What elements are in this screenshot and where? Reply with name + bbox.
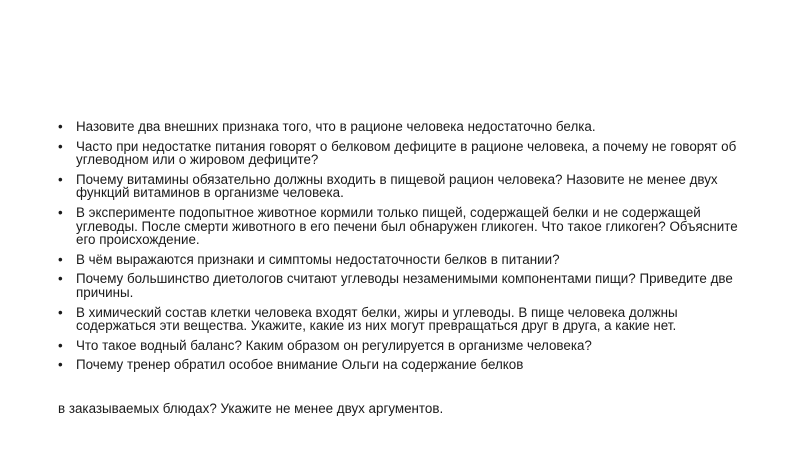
bullet-marker: • bbox=[58, 204, 63, 220]
question-text: Почему большинство диетологов считают углеводы незаменимыми компонентами пищи? Приведите две причины. bbox=[76, 271, 733, 300]
question-item bbox=[58, 339, 738, 353]
bullet-marker: • bbox=[58, 271, 63, 287]
question-item bbox=[58, 253, 738, 267]
question-text: Почему витамины обязательно должны входить в пищевой рацион человека? Назовите не менее двух функций витаминов в организме человека. bbox=[76, 171, 718, 201]
question-text: Часто при недостатке питания говорят о белковом дефиците в рационе человека, а почему не говорят об углеводном или о жировом дефиците? bbox=[76, 138, 737, 168]
question-item bbox=[58, 206, 738, 247]
bullet-marker: • bbox=[58, 138, 63, 154]
question-text: В чём выражаются признаки и симптомы недостаточности белков в питании? bbox=[76, 251, 560, 267]
bullet-marker: • bbox=[58, 171, 63, 187]
bullet-marker: • bbox=[58, 251, 63, 267]
question-item bbox=[58, 306, 738, 333]
question-text: В химический состав клетки человека входят белки, жиры и углеводы. В пище человека должны содержаться эти вещества. Укажите, какие из них могут превращаться друг в друга, а какие нет. bbox=[76, 304, 678, 334]
question-item bbox=[58, 358, 738, 372]
question-item bbox=[58, 120, 738, 134]
question-text: Что такое водный баланс? Каким образом он регулируется в организме человека? bbox=[76, 337, 592, 353]
bullet-marker: • bbox=[58, 119, 63, 134]
question-text: В эксперименте подопытное животное кормили только пищей, содержащей белки и не содержащей углеводы. После смерти животного в его печени был обнаружен гликоген. Что такое гликоген? Объясните его происхождение. bbox=[76, 204, 738, 248]
question-continuation: в заказываемых блюдах? Укажите не менее двух аргументов. bbox=[58, 401, 444, 416]
question-list bbox=[58, 120, 738, 378]
question-item bbox=[58, 140, 738, 167]
bullet-marker: • bbox=[58, 357, 63, 373]
question-text: Почему тренер обратил особое внимание Ольги на содержание белков bbox=[76, 357, 524, 373]
question-item bbox=[58, 173, 738, 200]
bullet-marker: • bbox=[58, 337, 63, 353]
question-text: Назовите два внешних признака того, что в рационе человека недостаточно белка. bbox=[76, 119, 596, 134]
bullet-marker: • bbox=[58, 304, 63, 320]
question-item bbox=[58, 272, 738, 299]
